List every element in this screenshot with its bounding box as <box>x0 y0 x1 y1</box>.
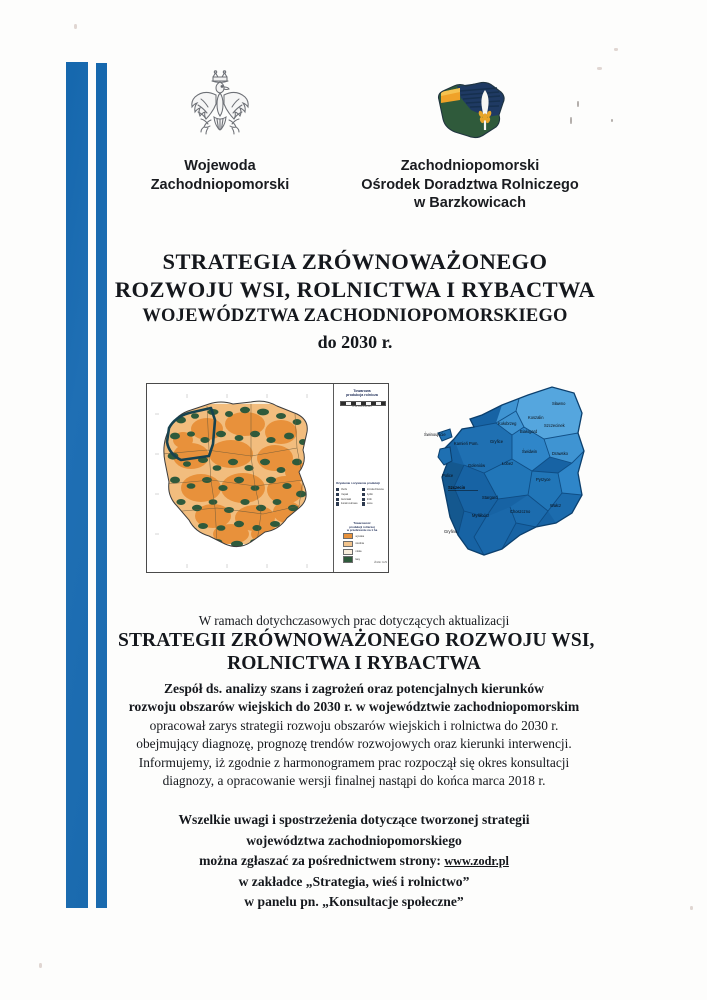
title-line-4: do 2030 r. <box>317 332 393 352</box>
cta-line-5: w panelu pn. „Konsultacje społeczne” <box>244 894 464 910</box>
paragraph-line: opracował zarys strategii rozwoju obszarów wiejskich i rolnictwa do 2030 r. <box>149 717 559 733</box>
legend-section-b-title: Towarowość produkcji rolniczej w przeliczeniu na 1 ha <box>346 521 378 533</box>
legend-swatch-color <box>343 533 353 539</box>
map-label: Police <box>442 473 454 478</box>
scan-speck <box>74 24 77 29</box>
legend-credit: Źródło: GUS <box>374 562 387 564</box>
legend-item: drób <box>362 498 388 501</box>
scan-speck <box>611 119 613 122</box>
cta-line-4: w zakładce „Strategia, wieś i rolnictwo” <box>238 873 470 889</box>
map-label: Gryfice <box>490 439 503 444</box>
org-zodr <box>350 62 590 213</box>
decorative-blue-bar-wide <box>66 62 88 908</box>
legend-glyph <box>336 498 339 501</box>
zodr-logo <box>350 62 590 150</box>
paragraph-line: Informujemy, iż zgodnie z harmonogramem prac rozpoczął się okres konsultacji <box>138 754 570 770</box>
map-label: Kołobrzeg <box>498 421 517 426</box>
legend-swatch-color <box>343 541 353 547</box>
legend-glyph <box>362 498 365 501</box>
legend-item: ziemniaki <box>336 498 362 501</box>
map-label: Białogard <box>520 429 538 434</box>
body-paragraph <box>118 680 590 790</box>
legend-color-swatches <box>343 533 387 564</box>
legend-item: rzepak <box>336 493 362 496</box>
map-label: Drawsko <box>552 451 568 456</box>
scan-speck <box>39 963 42 968</box>
legend-scale-labels: 0 50 100 150 km <box>352 405 372 408</box>
legend-swatch: średnia <box>343 541 387 547</box>
legend-title: Towarowa produkcja rolnicza <box>346 389 378 398</box>
cta-line-1: Wszelkie uwagi i spostrzeżenia dotyczące tworzonej strategii <box>178 812 530 828</box>
legend-glyph <box>336 488 339 491</box>
legend-glyph <box>336 493 339 496</box>
map-label: Choszczno <box>510 509 531 514</box>
legend-glyph <box>362 502 365 505</box>
map-label: Świnoujście <box>424 432 446 437</box>
org-caption-line: Zachodniopomorski <box>400 158 540 174</box>
org-wojewoda <box>120 62 320 194</box>
paragraph-line: Zespół ds. analizy szans i zagrożeń oraz potencjalnych kierunków <box>163 681 544 696</box>
org-caption-line: w Barzkowicach <box>413 195 526 211</box>
scan-speck <box>614 48 618 51</box>
legend-swatch: wysoka <box>343 533 387 539</box>
legend-swatch: lasy <box>343 556 387 562</box>
legend-section-a-title: Ożywienie i ożywienie produkcji <box>336 481 381 485</box>
map-label: Świdwin <box>522 449 538 454</box>
legend-item: buraki cukrowe <box>336 502 362 505</box>
cta-line-3-prefix: można zgłaszać za pośrednictwem strony: <box>199 853 445 869</box>
figures-row <box>146 383 601 575</box>
cta-line-2: województwa zachodniopomorskiego <box>246 832 462 848</box>
map-label: Sławno <box>552 401 566 406</box>
org-wojewoda-caption <box>120 157 320 194</box>
map-label: Pyrzyce <box>536 477 551 482</box>
page-title <box>60 248 650 355</box>
org-caption-line: Wojewoda <box>184 158 256 174</box>
zodr-website-link[interactable]: www.zodr.pl <box>444 854 509 869</box>
legend-glyph <box>362 493 365 496</box>
map-label: Łobez <box>502 461 514 466</box>
org-zodr-caption <box>350 157 590 213</box>
body-heading-line-2: ROLNICTWA I RYBACTWA <box>227 653 481 674</box>
title-line-2: ROZWOJU WSI, ROLNICTWA I RYBACTWA <box>114 277 596 302</box>
poland-agricultural-production-map <box>146 383 389 573</box>
org-caption-line: Zachodniopomorski <box>150 176 290 193</box>
paragraph-line: diagnozy, a opracowanie wersji finalnej nastąpi do końca marca 2018 r. <box>162 773 546 789</box>
title-line-1: STRATEGIA ZRÓWNOWAŻONEGO <box>162 249 548 274</box>
map-label: Kamień Pom. <box>454 441 479 446</box>
paragraph-line: obejmujący diagnozę, prognozę trendów rozwojowych oraz kierunki interwencji. <box>136 736 572 752</box>
legend-item: trzoda chlewna <box>362 488 388 491</box>
intro-line: W ramach dotychczasowych prac dotyczących aktualizacji <box>198 613 510 628</box>
map-label: Myślibórz <box>472 513 490 518</box>
map-label-capital: Szczecin <box>448 485 466 490</box>
legend-divider <box>333 384 334 572</box>
decorative-blue-bar-thin <box>96 63 107 908</box>
legend-glyph <box>362 488 365 491</box>
call-to-action-block <box>118 810 590 913</box>
map-label: Goleniów <box>468 463 486 468</box>
map-label: Szczecinek <box>544 423 565 428</box>
body-heading-line-1: STRATEGII ZRÓWNOWAŻONEGO ROZWOJU WSI, <box>118 630 595 651</box>
map-label: Wałcz <box>550 503 561 508</box>
org-caption-line: Ośrodek Doradztwa Rolniczego <box>361 176 579 193</box>
map-label: Koszalin <box>528 415 544 420</box>
legend-item: bydło <box>362 493 388 496</box>
header <box>120 62 590 212</box>
body-block <box>118 612 595 913</box>
scan-speck <box>597 67 602 70</box>
legend-swatch: niska <box>343 549 387 555</box>
cta-line-3 <box>118 851 590 872</box>
map-label: Gryfino <box>444 529 458 534</box>
map-label: Stargard <box>482 495 498 500</box>
legend-glyph <box>336 502 339 505</box>
polish-eagle-emblem <box>120 62 320 150</box>
legend-swatch-color <box>343 549 353 555</box>
paragraph-line: rozwoju obszarów wiejskich do 2030 r. w województwie zachodniopomorskim <box>128 699 580 715</box>
zachodniopomorskie-voivodeship-map <box>424 377 601 573</box>
scan-speck <box>690 906 693 910</box>
legend-symbol-list <box>336 488 388 507</box>
legend-item: owce <box>362 502 388 505</box>
legend-item: zboża <box>336 488 362 491</box>
title-line-3: WOJEWÓDZTWA ZACHODNIOPOMORSKIEGO <box>142 306 568 326</box>
